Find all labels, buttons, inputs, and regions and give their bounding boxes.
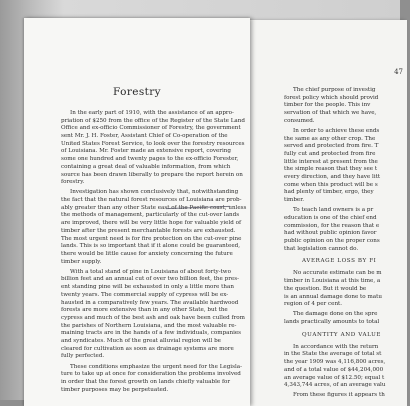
text-line: timber purposes may be perpetuated. [61,386,169,393]
text-line: sent Mr. J. H. Foster, Assistant Chief of Co-operation of the [61,133,228,140]
right-page-paragraphs-top [284,87,410,253]
text-line: ture to take up at once for consideration the problems involved [61,371,241,378]
text-line: of Louisiana. Mr. Foster made an extensive report, covering [61,148,231,155]
text-line: education is one of the chief end [284,215,377,221]
section-heading-quantity-value: QUANTITY AND VALUE [302,331,382,338]
text-line: hausted in a comparatively few years. The available hardwood [61,299,239,306]
text-line: To teach land owners is a pr [293,207,374,214]
text-line: fully cut and protected from fire [284,151,376,157]
text-line: cleared for cultivation as soon as drainage systems are more [61,345,234,352]
text-line: timber supply. [61,258,102,265]
text-line: In accordance with the return [293,343,379,350]
text-line: servation of that which we have, [284,110,377,117]
text-line: consumed. [284,117,315,124]
text-line: come when this product will be s [284,181,378,188]
text-line: some one hundred and twenty pages to the ex-officio Forester, [61,156,239,163]
right-page-text [284,87,410,400]
text-line: containing a great deal of valuable information, from which [61,163,231,170]
text-line: public opinion on the proper cons [284,238,380,245]
text-line: lands practically amounts to total [284,319,380,326]
text-line: the fact that the natural forest resources of Louisiana are prob- [61,197,242,204]
text-line: ent standing pine will be exhausted in only a little more than [61,284,234,291]
text-line: cypress and much of the best ash and oak have been culled from [61,314,245,321]
text-line: the question. But it would be [284,285,367,292]
text-line: the parishes of Northern Louisiana, and the most valuable re- [61,322,237,329]
text-line: forestry. [61,179,85,186]
text-line: timber for the people. This inv [284,102,371,109]
text-line: in the State the average of total st [284,351,382,358]
text-line: region of 4 per cent. [284,301,343,308]
text-line: The chief purpose of investig [293,87,376,93]
text-line: lands. This is so important that if it alone could be guaranteed, [61,243,241,250]
text-line: timber after the present merchantable forests are exhausted. [61,227,236,234]
text-line: United States Forest Service, to look over the forestry resources [61,140,245,147]
page-number: 47 [394,68,403,76]
text-line: In the early part of 1910, with the assistance of an appro- [70,110,234,116]
text-line: Office and ex-officio Commissioner of Forestry, the government [61,125,241,132]
text-line: the same as any other crop. The [284,135,376,142]
text-line: that legislation cannot do. [284,245,359,252]
text-line: an average value of $12.50; equal t [284,374,385,381]
text-line: the simple reason that they see t [284,166,378,173]
text-line: timber in Louisiana at this time, a [284,278,381,285]
text-line: had plenty of timber, ergo, they [284,189,374,196]
text-line: are improved, there will be very little hope for valuable yield of [61,220,242,227]
right-page-paragraphs-mid [284,270,410,326]
text-line: there would be little cause for anxiety concerning the future [61,250,233,257]
text-line: No accurate estimate can be m [293,270,382,277]
text-line: From these figures it appears th [293,392,385,399]
text-line: the year 1909 was 4,116,800 acres, [284,359,386,366]
text-line: forest policy which should provid [284,94,379,101]
text-line: The most urgent need is for fire protection on the cut-over pine [61,235,242,242]
text-line: The damage done on the spre [293,311,378,318]
text-line: maining tracts are in the hands of a few individuals, companies [61,330,242,337]
text-line: commission, for the reason that e [284,222,380,229]
text-line: had without public opinion favor [284,230,377,237]
text-line: twenty years. The commercial supply of cypress will be ex- [61,291,229,298]
text-line: and of a total value of $44,204,000 [284,366,384,373]
right-page-paragraphs-bottom [284,344,410,400]
left-page [24,18,250,406]
text-line: fully perfected. [61,353,105,360]
text-line: billion feet and an annual cut of over two billion feet, the pres- [61,276,239,283]
text-line: In order to achieve these ends [293,127,380,134]
text-line: With a total stand of pine in Louisiana of about forty-two [70,268,231,275]
text-line: 4,343,744 acres, of an average valu [284,382,386,389]
right-page [232,20,407,406]
text-line: in order that the forest growth on lands chiefly valuable for [61,378,231,385]
text-line: ably greater than any other State east of the Pacific coast, unless [61,204,247,211]
text-line: every direction, and they have litt [284,174,381,181]
text-line: source has been drawn liberally to prepare the report herein on [61,171,243,178]
text-line: priation of $250 from the office of the Register of the State Land [61,117,245,124]
text-line: is an annual damage done to matu [284,293,382,300]
left-page-text [61,110,247,394]
text-line: served and protected from fire. T [284,143,379,150]
text-line: little interest at present from the [284,158,378,165]
section-heading-average-loss: AVERAGE LOSS BY FI [302,258,377,265]
text-line: forests are more extensive than in any other State, but the [61,307,228,314]
text-line: and syndicates. Much of the great alluvial region will be [61,337,221,344]
text-line: Investigation has shown conclusively that, notwithstanding [70,189,239,196]
text-line: timber. [284,197,305,204]
page-title: Forestry [112,86,162,98]
text-line: These conditions emphasize the urgent need for the Legisla- [70,363,242,370]
text-line: the methods of management, particularly of the cut-over lands [61,212,240,219]
